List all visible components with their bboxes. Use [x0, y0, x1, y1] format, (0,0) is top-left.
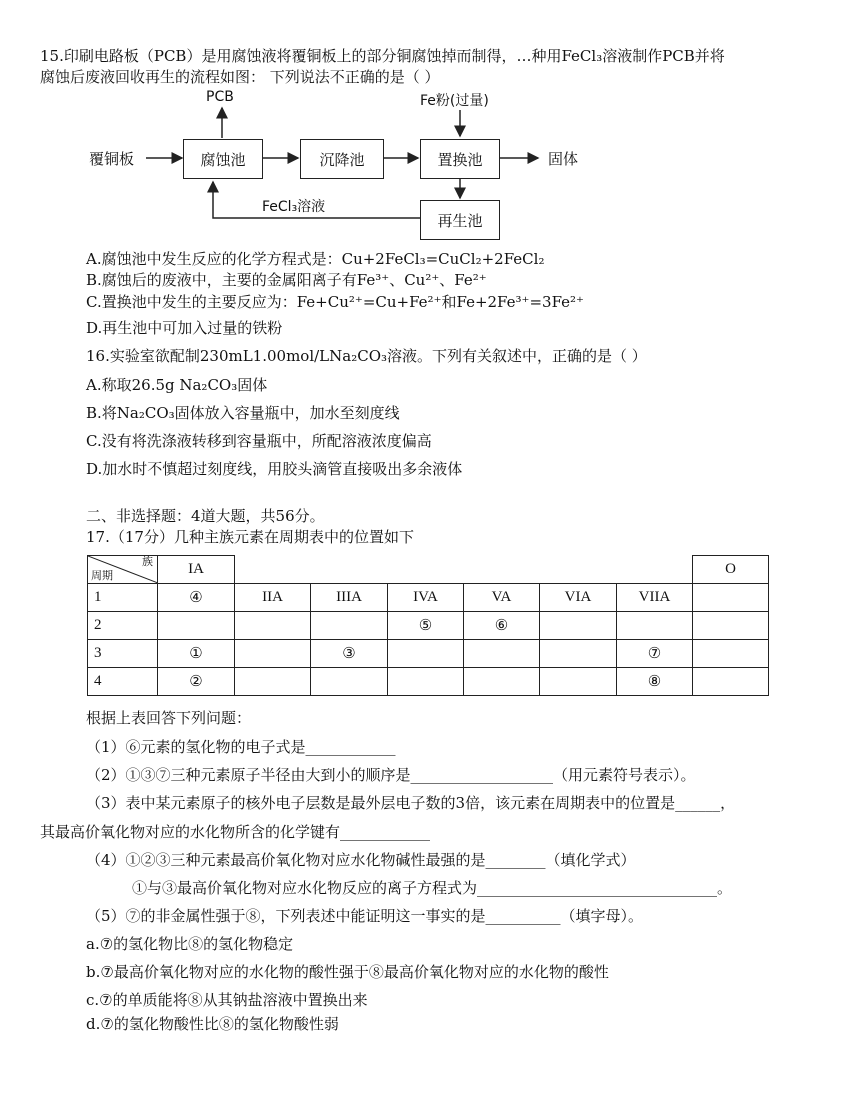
- table-row: [88, 668, 769, 696]
- diagram-box-displacement-tank: 置换池: [420, 139, 500, 179]
- table-cell: [540, 668, 617, 696]
- diagram-pcb-output-label: PCB: [206, 89, 234, 105]
- table-cell: ②: [158, 668, 235, 696]
- flow-diagram: [0, 0, 860, 250]
- diagram-box-corrosion-tank: 腐蚀池: [183, 139, 263, 179]
- table-cell: [235, 668, 311, 696]
- table-cell: 1: [88, 584, 158, 612]
- q17-part3-line1: （3）表中某元素原子的核外电子层数是最外层电子数的3倍，该元素在周期表中的位置是______，: [86, 794, 736, 812]
- diagram-box-settling-tank: 沉降池: [300, 139, 384, 179]
- table-cell: [464, 640, 540, 668]
- q16-option-a: A.称取26.5g Na₂CO₃固体: [86, 376, 268, 394]
- table-row: [88, 640, 769, 668]
- q15-stem-line1: 15.印刷电路板（PCB）是用腐蚀液将覆铜板上的部分铜腐蚀掉而制得，…种用FeCl₃溶液制作PCB并将: [40, 47, 725, 65]
- q15-stem-line2: 腐蚀后废液回收再生的流程如图： 下列说法不正确的是（ ）: [40, 68, 440, 86]
- table-cell: [693, 640, 769, 668]
- periodic-table: [87, 555, 769, 696]
- diagram-box-regeneration-tank: 再生池: [420, 200, 500, 240]
- table-cell: [235, 612, 311, 640]
- table-cell: [693, 584, 769, 612]
- q17-stem: 17.（17分）几种主族元素在周期表中的位置如下: [86, 528, 414, 546]
- q15-option-a: A.腐蚀池中发生反应的化学方程式是：Cu+2FeCl₃=CuCl₂+2FeCl₂: [86, 250, 545, 268]
- table-cell: [540, 612, 617, 640]
- corner-period-label: 周期: [91, 570, 113, 582]
- table-header-o: O: [693, 556, 769, 584]
- table-cell: ⑦: [617, 640, 693, 668]
- q16-stem: 16.实验室欲配制230mL1.00mol/LNa₂CO₃溶液。下列有关叙述中，正确的是（ ）: [86, 347, 647, 365]
- q17-part3-line2: 其最高价氧化物对应的水化物所含的化学键有____________: [40, 823, 431, 841]
- table-cell: VIIA: [617, 584, 693, 612]
- q17-option-c: c.⑦的单质能将⑧从其钠盐溶液中置换出来: [86, 991, 368, 1009]
- q17-option-d: d.⑦的氢化物酸性比⑧的氢化物酸性弱: [86, 1015, 339, 1033]
- table-cell: [158, 612, 235, 640]
- table-cell: [311, 668, 388, 696]
- q17-part4-line2: ①与③最高价氧化物对应水化物反应的离子方程式为________________________________。: [132, 879, 733, 897]
- table-cell: [693, 612, 769, 640]
- table-cell: ⑤: [388, 612, 464, 640]
- q17-option-a: a.⑦的氢化物比⑧的氢化物稳定: [86, 935, 294, 953]
- table-cell: ③: [311, 640, 388, 668]
- diagram-solid-output-label: 固体: [548, 150, 579, 168]
- diagram-return-label: FeCl₃溶液: [262, 199, 326, 215]
- table-cell: [235, 640, 311, 668]
- table-header-ia: IA: [158, 556, 235, 584]
- q17-part4-line1: （4）①②③三种元素最高价氧化物对应水化物碱性最强的是________（填化学式）: [86, 851, 636, 869]
- table-cell: 2: [88, 612, 158, 640]
- table-cell: [540, 640, 617, 668]
- table-corner-cell: [88, 556, 158, 584]
- q16-option-c: C.没有将洗涤液转移到容量瓶中，所配溶液浓度偏高: [86, 432, 432, 450]
- table-header-row: [88, 556, 769, 584]
- section2-heading: 二、非选择题：4道大题，共56分。: [86, 507, 325, 525]
- table-header-gap: [235, 556, 693, 584]
- q17-option-b: b.⑦最高价氧化物对应的水化物的酸性强于⑧最高价氧化物对应的水化物的酸性: [86, 963, 609, 981]
- table-cell: 3: [88, 640, 158, 668]
- q15-option-c: C.置换池中发生的主要反应为：Fe+Cu²⁺=Cu+Fe²⁺和Fe+2Fe³⁺=3Fe²⁺: [86, 293, 584, 311]
- q15-option-d: D.再生池中可加入过量的铁粉: [86, 319, 283, 337]
- table-cell: IVA: [388, 584, 464, 612]
- q17-part5: （5）⑦的非金属性强于⑧，下列表述中能证明这一事实的是__________（填字母）。: [86, 907, 644, 925]
- table-cell: [388, 668, 464, 696]
- table-cell: [311, 612, 388, 640]
- table-cell: VIA: [540, 584, 617, 612]
- table-row: [88, 612, 769, 640]
- q17-part1: （1）⑥元素的氢化物的电子式是____________: [86, 738, 396, 756]
- table-row: [88, 584, 769, 612]
- table-cell: 4: [88, 668, 158, 696]
- q17-intro: 根据上表回答下列问题：: [86, 709, 252, 727]
- table-cell: IIIA: [311, 584, 388, 612]
- table-cell: ⑧: [617, 668, 693, 696]
- table-cell: IIA: [235, 584, 311, 612]
- q17-part2: （2）①③⑦三种元素原子半径由大到小的顺序是___________________（用元素符号表示）。: [86, 766, 696, 784]
- diagram-input-label: 覆铜板: [89, 150, 135, 168]
- q15-option-b: B.腐蚀后的废液中，主要的金属阳离子有Fe³⁺、Cu²⁺、Fe²⁺: [86, 271, 487, 289]
- corner-group-label: 族: [142, 556, 153, 568]
- table-cell: ①: [158, 640, 235, 668]
- table-cell: [617, 612, 693, 640]
- table-cell: [464, 668, 540, 696]
- table-cell: [693, 668, 769, 696]
- table-cell: ④: [158, 584, 235, 612]
- table-cell: [388, 640, 464, 668]
- q16-option-b: B.将Na₂CO₃固体放入容量瓶中，加水至刻度线: [86, 404, 400, 422]
- table-cell: ⑥: [464, 612, 540, 640]
- q16-option-d: D.加水时不慎超过刻度线，用胶头滴管直接吸出多余液体: [86, 460, 463, 478]
- diagram-fe-powder-label: Fe粉(过量): [420, 93, 489, 109]
- table-cell: VA: [464, 584, 540, 612]
